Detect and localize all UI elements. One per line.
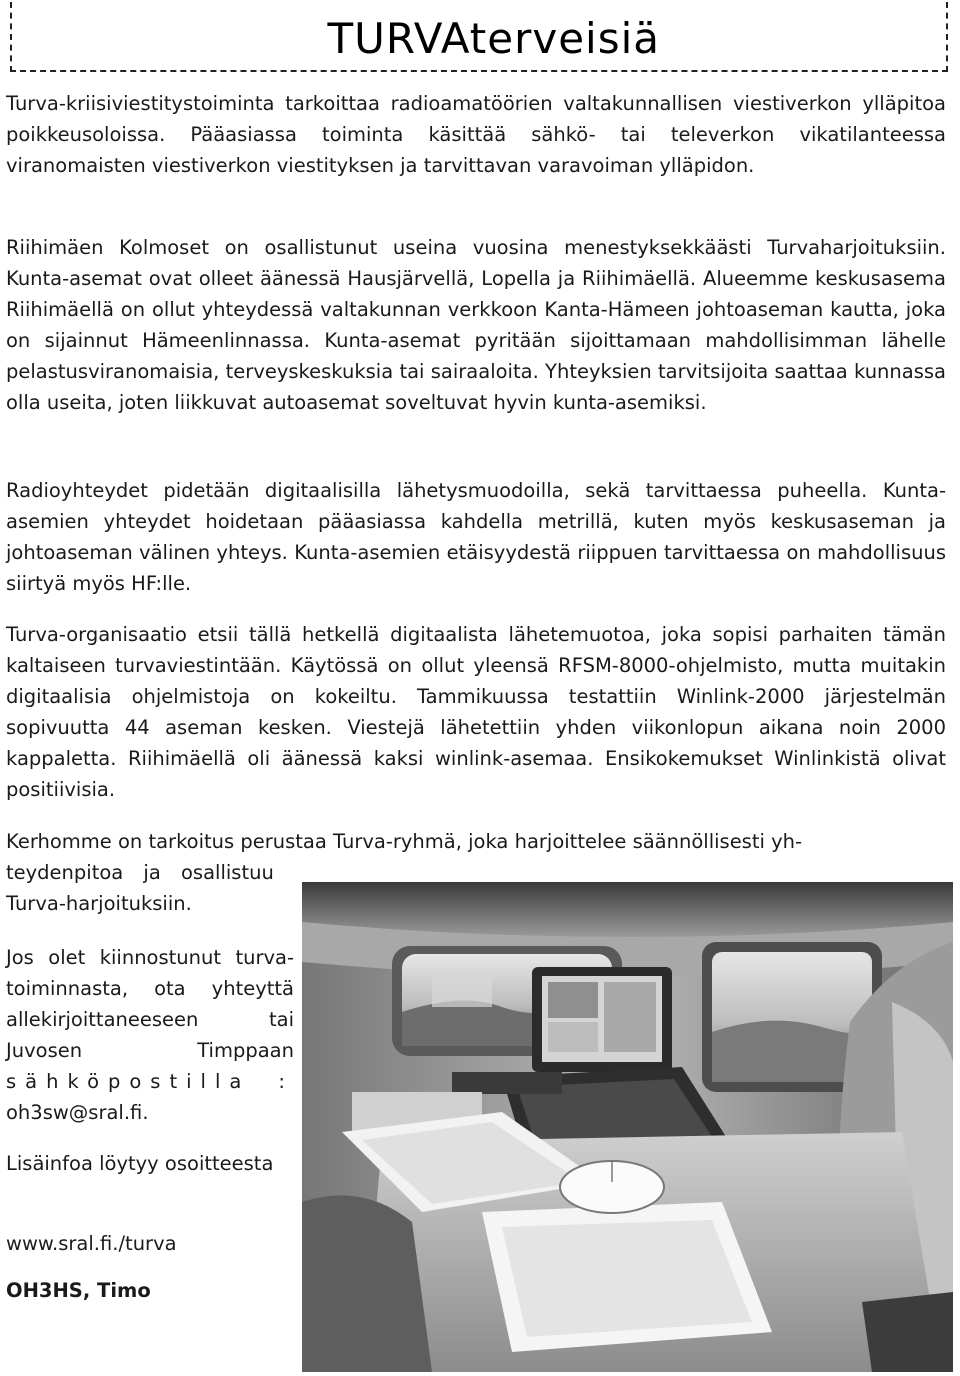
paragraph-line: Turva-harjoituksiin. bbox=[6, 892, 192, 915]
contact-text: Jos olet kiinnostunut turva-toiminnasta, ota yhteyttä allekirjoittaneeseen tai Juvosen Timppaan bbox=[6, 946, 294, 1062]
paragraph-line: Kerhomme on tarkoitus perustaa Turva-ryhmä, joka harjoittelee säännöllisesti yh- bbox=[6, 830, 803, 853]
paragraph-text: Turva-kriisiviestitystoiminta tarkoittaa radioamatöörien valtakunnallisen viestiverkon ylläpitoa poikkeusoloissa. Pääasiassa toiminta käsittää sähkö- tai televerkon vikatilanteessa viranomaisten viestiverkon viestityksen ja tarvittavan varavoiman ylläpidon. bbox=[6, 92, 946, 177]
paragraph-intro bbox=[6, 88, 946, 181]
page-title: TURVAterveisiä bbox=[327, 14, 660, 63]
photo-laptop-in-van bbox=[302, 882, 953, 1372]
paragraph-radio bbox=[6, 475, 946, 599]
signature: OH3HS, Timo bbox=[6, 1279, 151, 1302]
paragraph-digital bbox=[6, 619, 946, 805]
info-text: Lisäinfoa löytyy osoitteesta bbox=[6, 1152, 274, 1175]
paragraph-text: Riihimäen Kolmoset on osallistunut useina vuosina menestyksekkäästi Turvaharjoituksiin. Kunta-asemat ovat olleet äänessä Hausjärvellä, Lopella ja Riihimäellä. Alueemme keskusasema Riihimäellä on ollut yhteydessä valtakunnan verkkoon Kanta-Hämeen johtoaseman kautta, joka on sijainnut Hämeenlinnassa. Kunta-asemat pyritään sijoittamaan mahdollisimman lähelle pelastusviranomaisia, terveyskeskuksia tai sairaaloita. Yhteyksien tarvitsijoita saattaa kunnassa olla useita, joten liikkuvat autoasemat soveltuvat hyvin kunta-asemiksi. bbox=[6, 236, 946, 414]
paragraph-line: teydenpitoa ja osallistuu bbox=[6, 861, 274, 884]
email-link[interactable]: oh3sw@sral.fi. bbox=[6, 1101, 149, 1124]
paragraph-text: Radioyhteydet pidetään digitaalisilla lähetysmuodoilla, sekä tarvittaessa puheella. Kunta-asemien yhteydet hoidetaan pääasiassa kahdella metrillä, kuten myös keskusaseman ja johtoaseman välinen yhteys. Kunta-asemien etäisyydestä riippuen tarvittaessa on mahdollisuus siirtyä myös HF:lle. bbox=[6, 479, 946, 595]
email-label: sähköpostilla : bbox=[6, 1070, 294, 1093]
contact-block bbox=[6, 942, 294, 1128]
paragraph-text: Turva-organisaatio etsii tällä hetkellä digitaalista lähetemuotoa, joka sopisi parhaiten tämän kaltaiseen turvaviestintään. Käytössä on ollut yleensä RFSM-8000-ohjelmisto, mutta muitakin digitaalisia ohjelmistoja on kokeiltu. Tammikuussa testattiin Winlink-2000 järjestelmän sopivuutta 44 aseman kesken. Viestejä lähetettiin yhden viikonlopun aikana noin 2000 kappaletta. Riihimäellä oli äänessä kaksi winlink-asemaa. Ensikokemukset Winlinkistä olivat positiivisia. bbox=[6, 623, 946, 801]
url-link[interactable]: www.sral.fi./turva bbox=[6, 1232, 177, 1255]
paragraph-exercises bbox=[6, 232, 946, 418]
